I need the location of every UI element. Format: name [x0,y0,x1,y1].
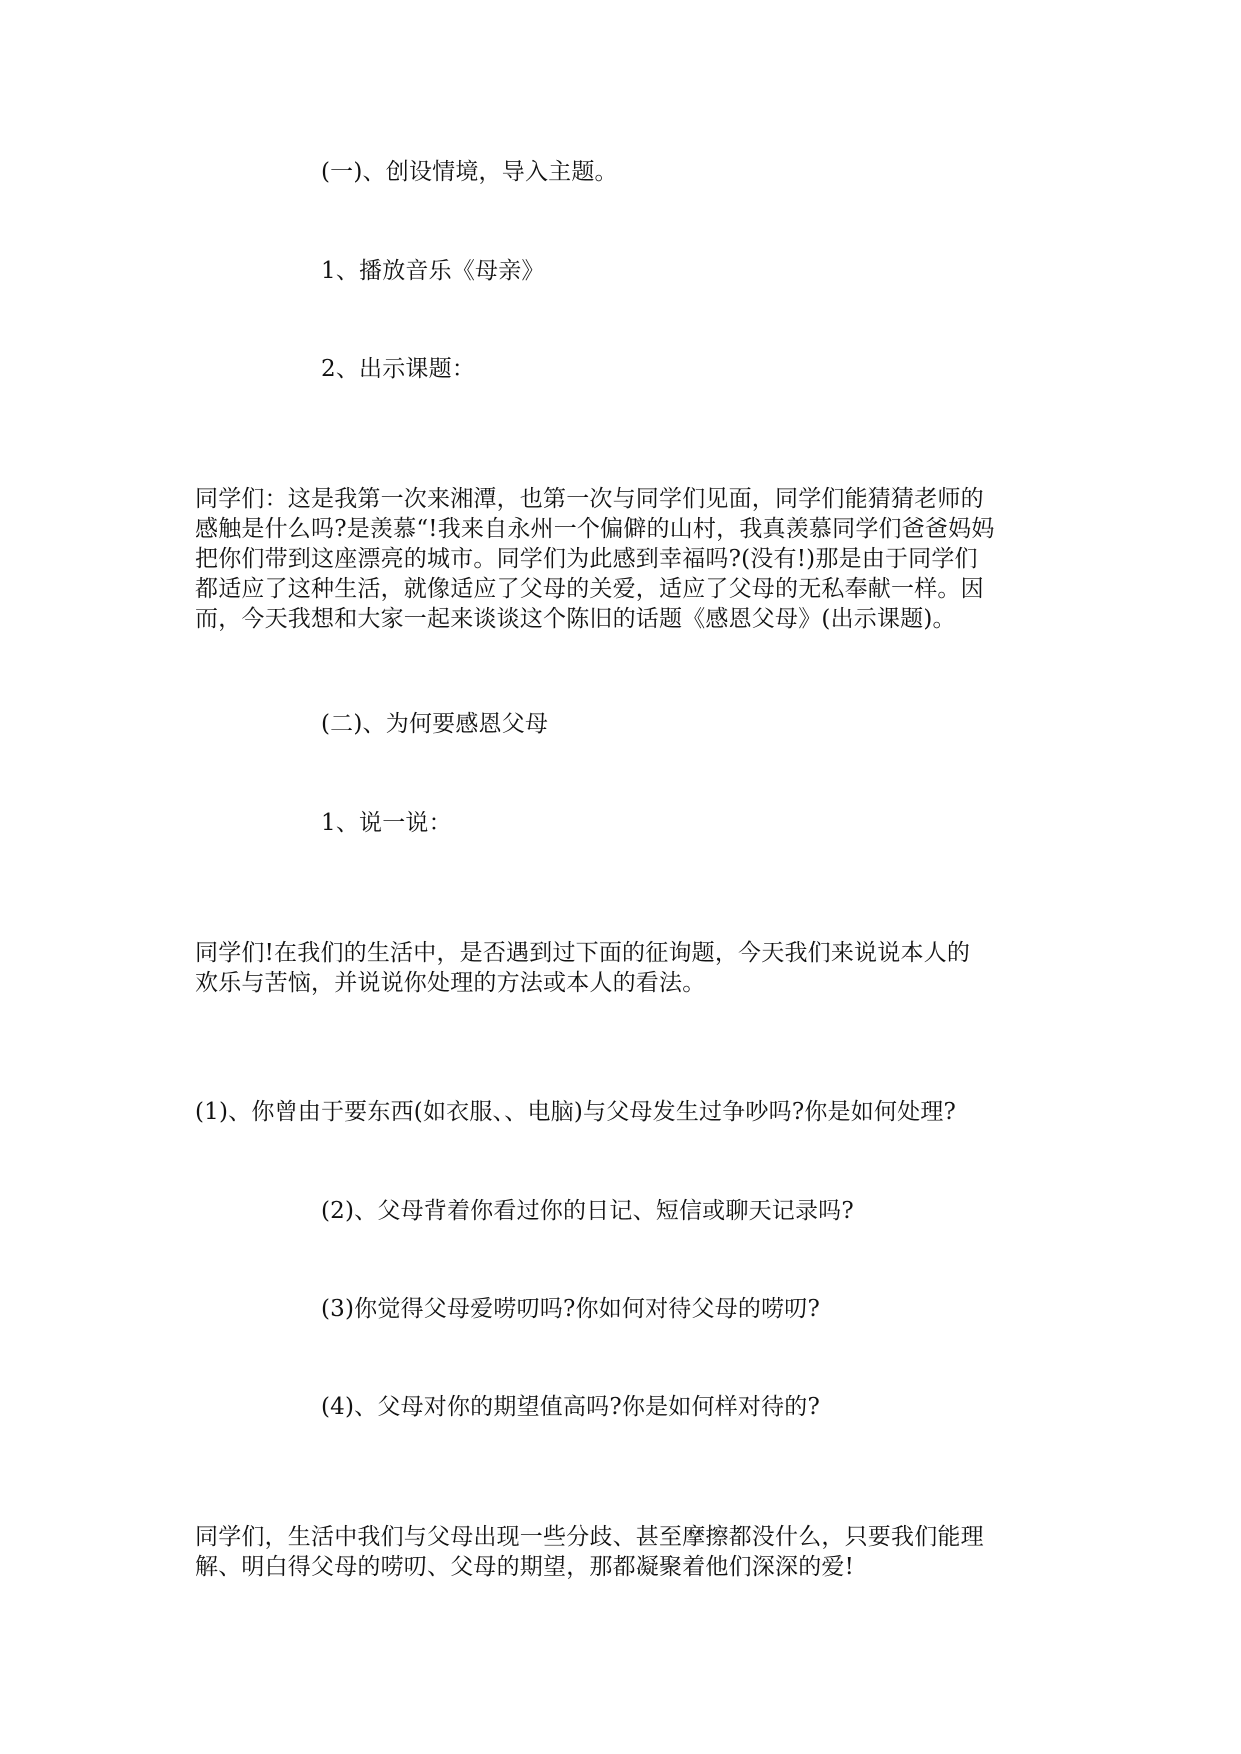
paragraph-line: 同学们，生活中我们与父母出现一些分歧、甚至摩擦都没什么，只要我们能理 [195,1524,984,1550]
section-heading-2: (二)、为何要感恩父母 [321,711,549,737]
paragraph-discussion [195,938,1065,998]
paragraph-line: 同学们!在我们的生活中，是否遇到过下面的征询题，今天我们来说说本人的 [195,940,971,966]
list-item-discuss: 1、说一说： [321,810,452,836]
paragraph-line: 把你们带到这座漂亮的城市。同学们为此感到幸福吗?(没有!)那是由于同学们 [195,546,978,572]
question-1: (1)、你曾由于要东西(如衣服、、电脑)与父母发生过争吵吗?你是如何处理? [195,1099,957,1125]
paragraph-line: 同学们：这是我第一次来湘潭，也第一次与同学们见面，同学们能猜猜老师的 [195,486,984,512]
paragraph-line: 感触是什么吗?是羡慕“!我来自永州一个偏僻的山村，我真羡慕同学们爸爸妈妈 [195,516,995,542]
list-item-show-title: 2、出示课题： [321,356,476,382]
paragraph-line: 而，今天我想和大家一起来谈谈这个陈旧的话题《感恩父母》(出示课题)。 [195,606,956,632]
question-4: (4)、父母对你的期望值高吗?你是如何样对待的? [321,1394,821,1420]
paragraph-line: 欢乐与苦恼，并说说你处理的方法或本人的看法。 [195,970,706,996]
paragraph-intro [195,484,1065,634]
paragraph-conclusion [195,1522,1065,1582]
list-item-play-music: 1、播放音乐《母亲》 [321,258,545,284]
section-heading-1: (一)、创设情境，导入主题。 [321,159,618,185]
question-2: (2)、父母背着你看过你的日记、短信或聊天记录吗? [321,1198,854,1224]
paragraph-line: 都适应了这种生活，就像适应了父母的关爱，适应了父母的无私奉献一样。因 [195,576,984,602]
question-3: (3)你觉得父母爱唠叨吗?你如何对待父母的唠叨? [321,1296,821,1322]
paragraph-line: 解、明白得父母的唠叨、父母的期望，那都凝聚着他们深深的爱! [195,1554,855,1580]
